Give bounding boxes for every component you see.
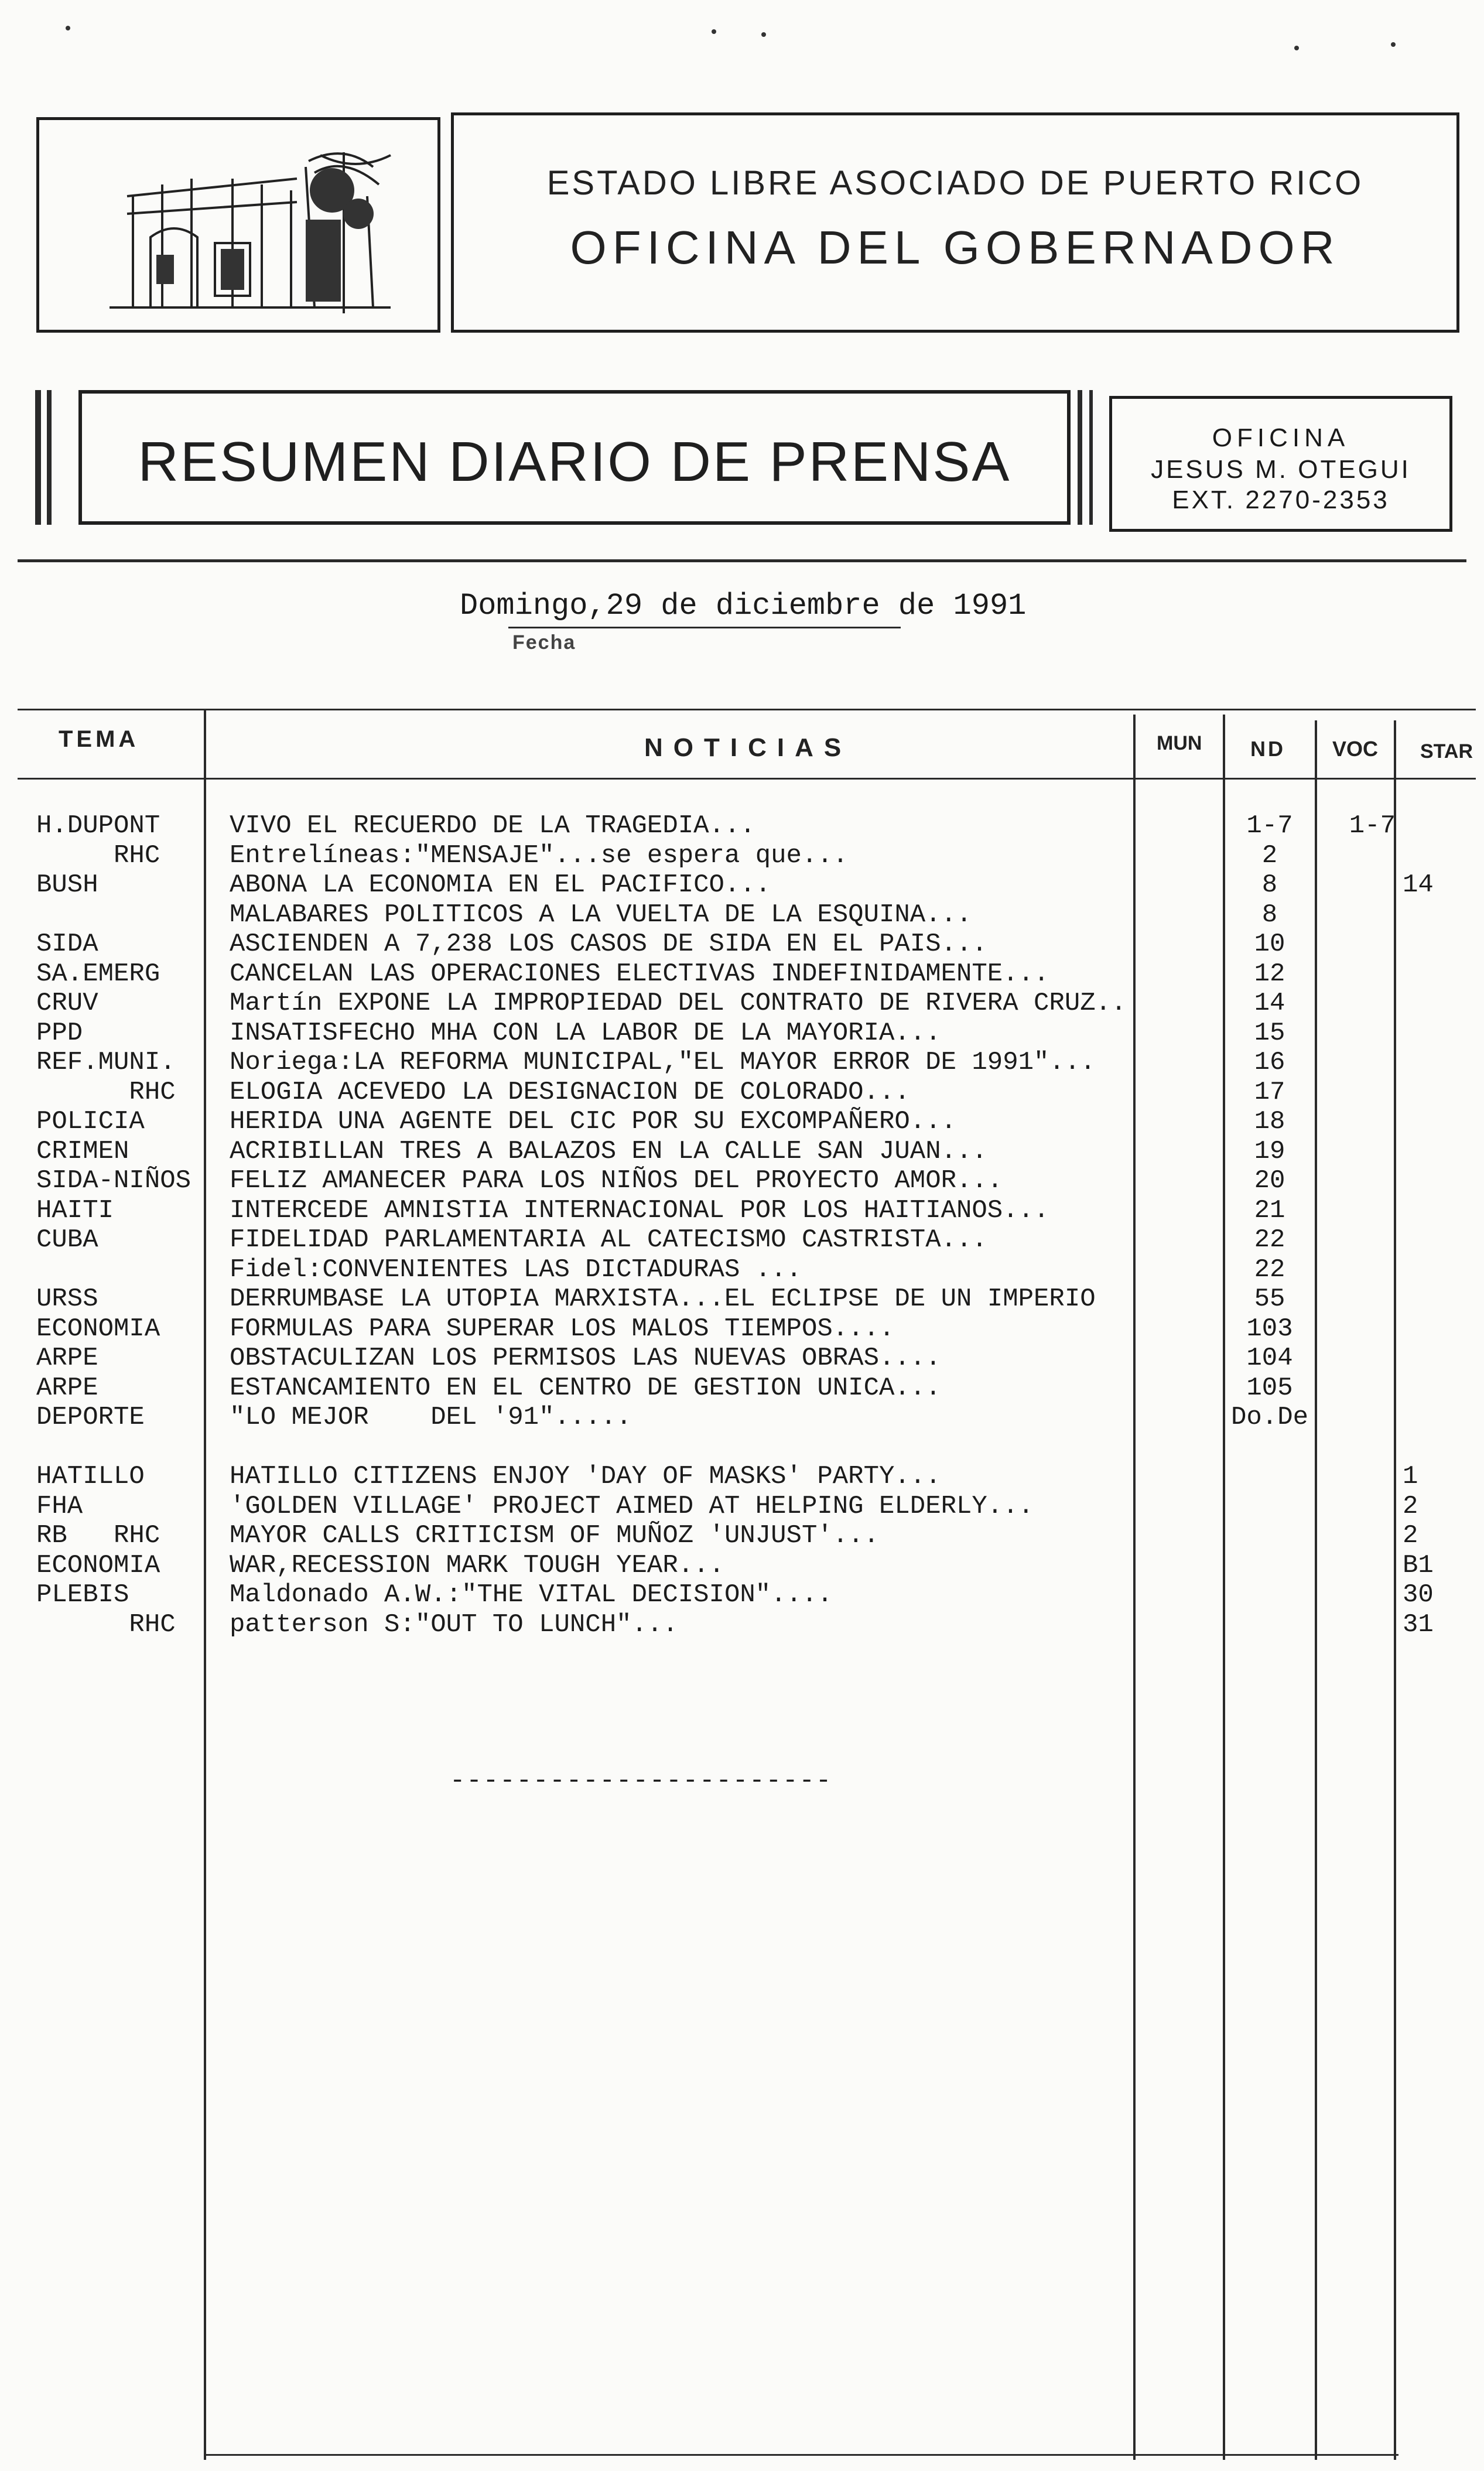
row-tema: RHC bbox=[36, 841, 160, 870]
row-nd-page: 10 bbox=[1254, 929, 1285, 959]
column-rule bbox=[1315, 720, 1317, 2460]
row-headline: HERIDA UNA AGENTE DEL CIC POR SU EXCOMPAÑERO... bbox=[230, 1107, 957, 1136]
row-headline: ABONA LA ECONOMIA EN EL PACIFICO... bbox=[230, 870, 771, 900]
column-header-star: STAR bbox=[1420, 740, 1473, 763]
row-tema: PPD bbox=[36, 1019, 83, 1048]
row-tema: FHA bbox=[36, 1492, 83, 1521]
row-headline: WAR,RECESSION MARK TOUGH YEAR... bbox=[230, 1551, 724, 1580]
banner-left-bar bbox=[47, 390, 52, 525]
column-header-tema: TEMA bbox=[59, 726, 139, 752]
banner-divider-bar bbox=[1078, 390, 1082, 525]
row-tema: RHC bbox=[36, 1610, 176, 1639]
row-headline: INTERCEDE AMNISTIA INTERNACIONAL POR LOS HAITIANOS... bbox=[230, 1196, 1049, 1225]
contact-name: JESUS M. OTEGUI bbox=[1151, 455, 1411, 484]
row-nd-page: 14 bbox=[1254, 989, 1285, 1018]
scan-speck bbox=[1294, 46, 1299, 50]
row-tema: SIDA bbox=[36, 929, 98, 959]
row-nd-page: 20 bbox=[1254, 1166, 1285, 1195]
column-header-voc: VOC bbox=[1332, 737, 1379, 761]
row-nd-page: 22 bbox=[1254, 1225, 1285, 1255]
date-underline bbox=[508, 627, 901, 628]
column-rule bbox=[204, 709, 206, 2460]
column-rule bbox=[1394, 720, 1396, 2460]
row-nd-page: Do.De bbox=[1230, 1403, 1309, 1432]
row-tema: REF.MUNI. bbox=[36, 1048, 176, 1077]
row-headline: Fidel:CONVENIENTES LAS DICTADURAS ... bbox=[230, 1255, 802, 1284]
row-headline: "LO MEJOR DEL '91"..... bbox=[230, 1403, 632, 1432]
row-nd-page: 15 bbox=[1254, 1019, 1285, 1048]
row-nd-page: 18 bbox=[1254, 1107, 1285, 1136]
row-tema: SA.EMERG bbox=[36, 959, 160, 989]
row-headline: MAYOR CALLS CRITICISM OF MUÑOZ 'UNJUST'... bbox=[230, 1521, 879, 1550]
row-headline: ASCIENDEN A 7,238 LOS CASOS DE SIDA EN EL PAIS... bbox=[230, 929, 987, 959]
table-top-rule bbox=[18, 709, 1476, 710]
row-headline: ESTANCAMIENTO EN EL CENTRO DE GESTION UNICA... bbox=[230, 1373, 941, 1403]
row-star-page: 2 bbox=[1403, 1521, 1418, 1550]
table-bottom-rule bbox=[204, 2454, 1398, 2456]
row-tema: PLEBIS bbox=[36, 1580, 129, 1609]
banner-title: RESUMEN DIARIO DE PRENSA bbox=[138, 430, 1011, 493]
row-headline: MALABARES POLITICOS A LA VUELTA DE LA ESQUINA... bbox=[230, 900, 972, 929]
office-title: OFICINA DEL GOBERNADOR bbox=[570, 221, 1341, 274]
row-nd-page: 2 bbox=[1261, 841, 1278, 870]
contact-label: OFICINA bbox=[1212, 423, 1350, 452]
row-nd-page: 104 bbox=[1246, 1344, 1293, 1373]
banner-title-box bbox=[78, 390, 1071, 525]
seal-box bbox=[36, 117, 440, 333]
row-headline: FIDELIDAD PARLAMENTARIA AL CATECISMO CASTRISTA... bbox=[230, 1225, 987, 1255]
row-tema: CRIMEN bbox=[36, 1137, 129, 1166]
row-nd-page: 17 bbox=[1254, 1078, 1285, 1107]
contact-box bbox=[1109, 396, 1452, 532]
row-tema: RHC bbox=[36, 1078, 176, 1107]
row-headline: patterson S:"OUT TO LUNCH"... bbox=[230, 1610, 678, 1639]
row-headline: INSATISFECHO MHA CON LA LABOR DE LA MAYORIA... bbox=[230, 1019, 941, 1048]
banner-left-bar bbox=[35, 390, 41, 525]
row-tema: ARPE bbox=[36, 1373, 98, 1403]
row-tema: CUBA bbox=[36, 1225, 98, 1255]
row-headline: CANCELAN LAS OPERACIONES ELECTIVAS INDEFINIDAMENTE... bbox=[230, 959, 1049, 989]
end-of-list-rule: ----------------------- bbox=[450, 1766, 833, 1796]
scan-speck bbox=[761, 32, 766, 37]
row-nd-page: 8 bbox=[1261, 870, 1278, 900]
row-tema: ECONOMIA bbox=[36, 1314, 160, 1344]
document-date: Domingo,29 de diciembre de 1991 bbox=[460, 589, 1027, 623]
row-headline: VIVO EL RECUERDO DE LA TRAGEDIA... bbox=[230, 811, 755, 840]
row-headline: Martín EXPONE LA IMPROPIEDAD DEL CONTRATO DE RIVERA CRUZ.. bbox=[230, 989, 1127, 1018]
row-nd-page: 21 bbox=[1254, 1196, 1285, 1225]
scan-speck bbox=[1391, 42, 1396, 47]
row-nd-page: 22 bbox=[1254, 1255, 1285, 1284]
row-tema: RB RHC bbox=[36, 1521, 160, 1550]
row-headline: Noriega:LA REFORMA MUNICIPAL,"EL MAYOR ERROR DE 1991"... bbox=[230, 1048, 1096, 1077]
letterhead-box bbox=[451, 112, 1459, 333]
row-nd-page: 103 bbox=[1246, 1314, 1293, 1344]
row-nd-page: 16 bbox=[1254, 1048, 1285, 1077]
row-star-page: 14 bbox=[1403, 870, 1434, 900]
row-tema: HAITI bbox=[36, 1196, 114, 1225]
table-header-rule bbox=[18, 778, 1476, 780]
date-label: Fecha bbox=[512, 631, 576, 654]
row-headline: 'GOLDEN VILLAGE' PROJECT AIMED AT HELPING ELDERLY... bbox=[230, 1492, 1034, 1521]
row-headline: HATILLO CITIZENS ENJOY 'DAY OF MASKS' PARTY... bbox=[230, 1462, 941, 1491]
row-nd-page: 19 bbox=[1254, 1137, 1285, 1166]
column-header-nd: ND bbox=[1250, 737, 1285, 761]
government-building-illustration bbox=[39, 120, 437, 330]
scan-speck bbox=[712, 29, 716, 34]
row-tema: DEPORTE bbox=[36, 1403, 145, 1432]
letterhead-top-line: ESTADO LIBRE ASOCIADO DE PUERTO RICO bbox=[546, 164, 1364, 202]
row-headline: ACRIBILLAN TRES A BALAZOS EN LA CALLE SAN JUAN... bbox=[230, 1137, 987, 1166]
row-headline: ELOGIA ACEVEDO LA DESIGNACION DE COLORADO... bbox=[230, 1078, 910, 1107]
row-nd-page: 55 bbox=[1254, 1284, 1285, 1314]
row-tema: SIDA-NIÑOS bbox=[36, 1166, 192, 1195]
row-star-page: 30 bbox=[1403, 1580, 1434, 1609]
row-headline: FELIZ AMANECER PARA LOS NIÑOS DEL PROYECTO AMOR... bbox=[230, 1166, 1003, 1195]
header-rule bbox=[18, 559, 1466, 562]
row-headline: FORMULAS PARA SUPERAR LOS MALOS TIEMPOS.... bbox=[230, 1314, 895, 1344]
row-tema: POLICIA bbox=[36, 1107, 145, 1136]
row-headline: Maldonado A.W.:"THE VITAL DECISION".... bbox=[230, 1580, 833, 1609]
row-star-page: 2 bbox=[1403, 1492, 1418, 1521]
column-header-noticias: NOTICIAS bbox=[644, 733, 852, 762]
row-nd-page: 8 bbox=[1261, 900, 1278, 929]
row-tema: URSS bbox=[36, 1284, 98, 1314]
row-tema: ARPE bbox=[36, 1344, 98, 1373]
column-rule bbox=[1223, 715, 1225, 2460]
row-nd-page: 105 bbox=[1246, 1373, 1293, 1403]
scan-speck bbox=[66, 26, 70, 30]
row-voc-page: 1-7 bbox=[1349, 811, 1396, 840]
column-rule bbox=[1133, 715, 1136, 2460]
row-star-page: 1 bbox=[1403, 1462, 1418, 1491]
banner-divider-bar bbox=[1089, 390, 1093, 525]
row-star-page: 31 bbox=[1403, 1610, 1434, 1639]
contact-extension: EXT. 2270-2353 bbox=[1172, 486, 1390, 514]
row-tema: H.DUPONT bbox=[36, 811, 160, 840]
column-header-mun: MUN bbox=[1157, 732, 1202, 754]
row-headline: OBSTACULIZAN LOS PERMISOS LAS NUEVAS OBRAS.... bbox=[230, 1344, 941, 1373]
row-tema: ECONOMIA bbox=[36, 1551, 160, 1580]
row-headline: Entrelíneas:"MENSAJE"...se espera que... bbox=[230, 841, 849, 870]
row-nd-page: 12 bbox=[1254, 959, 1285, 989]
row-tema: BUSH bbox=[36, 870, 98, 900]
row-star-page: B1 bbox=[1403, 1551, 1434, 1580]
row-nd-page: 1-7 bbox=[1246, 811, 1293, 840]
row-tema: CRUV bbox=[36, 989, 98, 1018]
row-tema: HATILLO bbox=[36, 1462, 145, 1491]
row-headline: DERRUMBASE LA UTOPIA MARXISTA...EL ECLIPSE DE UN IMPERIO bbox=[230, 1284, 1096, 1314]
